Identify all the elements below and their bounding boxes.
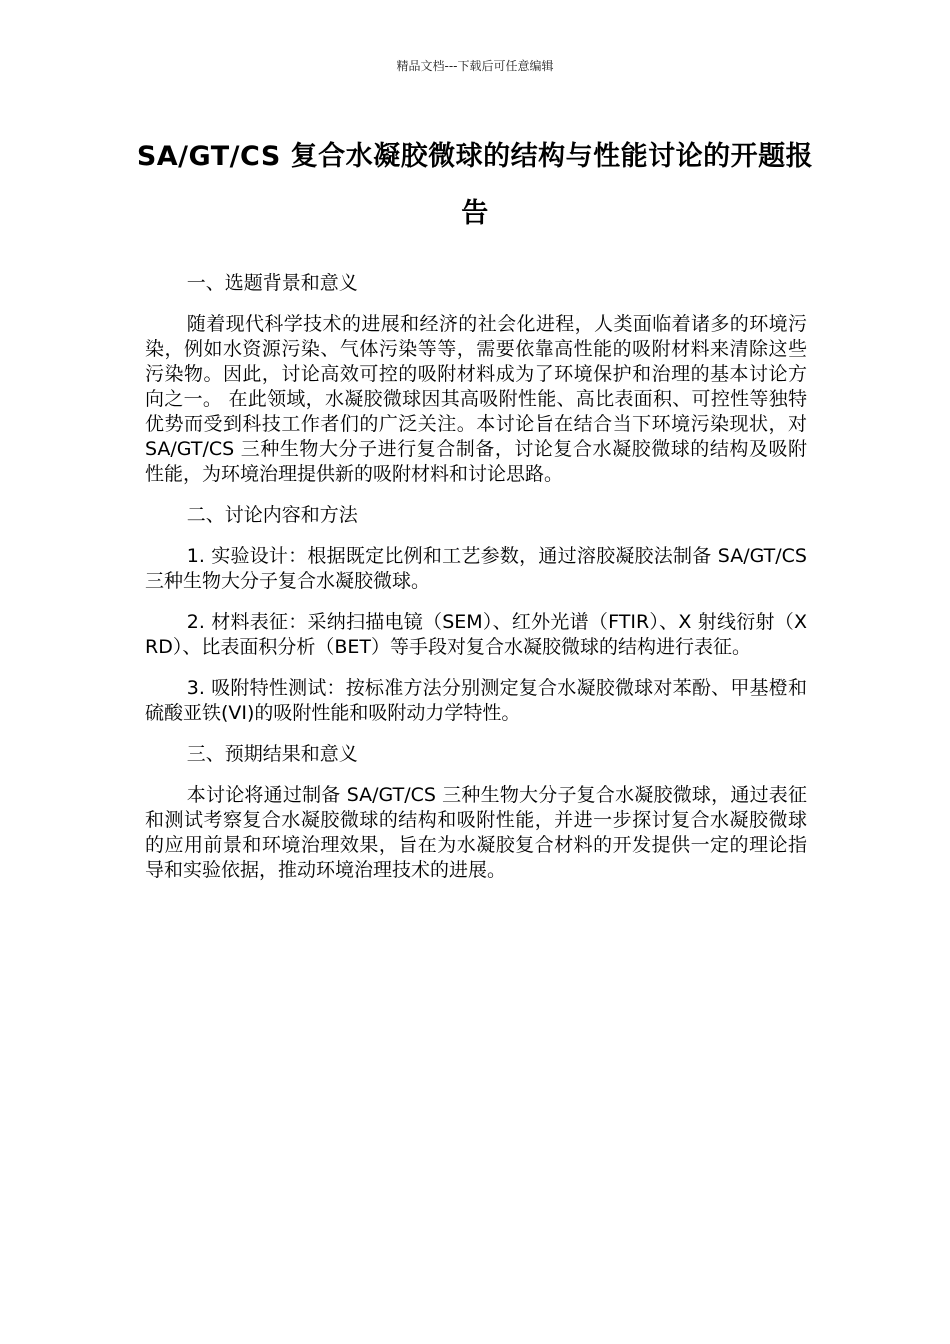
document-body [145,271,807,899]
paragraph-method-1: 1. 实验设计：根据既定比例和工艺参数，通过溶胶凝胶法制备 SA/GT/CS 三种生物大分子复合水凝胶微球。 [145,545,807,592]
header-note: 精品文档---下载后可任意编辑 [396,59,554,73]
paragraph-method-2: 2. 材料表征：采纳扫描电镜（SEM）、红外光谱（FTIR）、X 射线衍射（XRD）、比表面积分析（BET）等手段对复合水凝胶微球的结构进行表征。 [145,611,807,658]
section-heading-background: 一、选题背景和意义 [186,272,358,294]
section-heading-methods: 二、讨论内容和方法 [186,504,358,526]
document-title: SA/GT/CS 复合水凝胶微球的结构与性能讨论的开题报告 [136,141,814,229]
section-heading-results: 三、预期结果和意义 [186,743,358,765]
paragraph-method-3: 3. 吸附特性测试：按标准方法分别测定复合水凝胶微球对苯酚、甲基橙和硫酸亚铁(VI)的吸附性能和吸附动力学特性。 [145,677,807,724]
paragraph-background: 随着现代科学技术的进展和经济的社会化进程，人类面临着诸多的环境污染，例如水资源污染、气体污染等等，需要依靠高性能的吸附材料来清除这些污染物。因此，讨论高效可控的吸附材料成为了环境保护和治理的基本讨论方向之一。 在此领域，水凝胶微球因其高吸附性能、高比表面积、可控性等独特优势而受到科技工作者们的广泛关注。本讨论旨在结合当下环境污染现状，对 SA/GT/CS 三种生物大分子进行复合制备，讨论复合水凝胶微球的结构及吸附性能，为环境治理提供新的吸附材料和讨论思路。 [145,313,807,485]
paragraph-results: 本讨论将通过制备 SA/GT/CS 三种生物大分子复合水凝胶微球，通过表征和测试考察复合水凝胶微球的结构和吸附性能，并进一步探讨复合水凝胶微球的应用前景和环境治理效果，旨在为水凝胶复合材料的开发提供一定的理论指导和实验依据，推动环境治理技术的进展。 [145,784,807,881]
